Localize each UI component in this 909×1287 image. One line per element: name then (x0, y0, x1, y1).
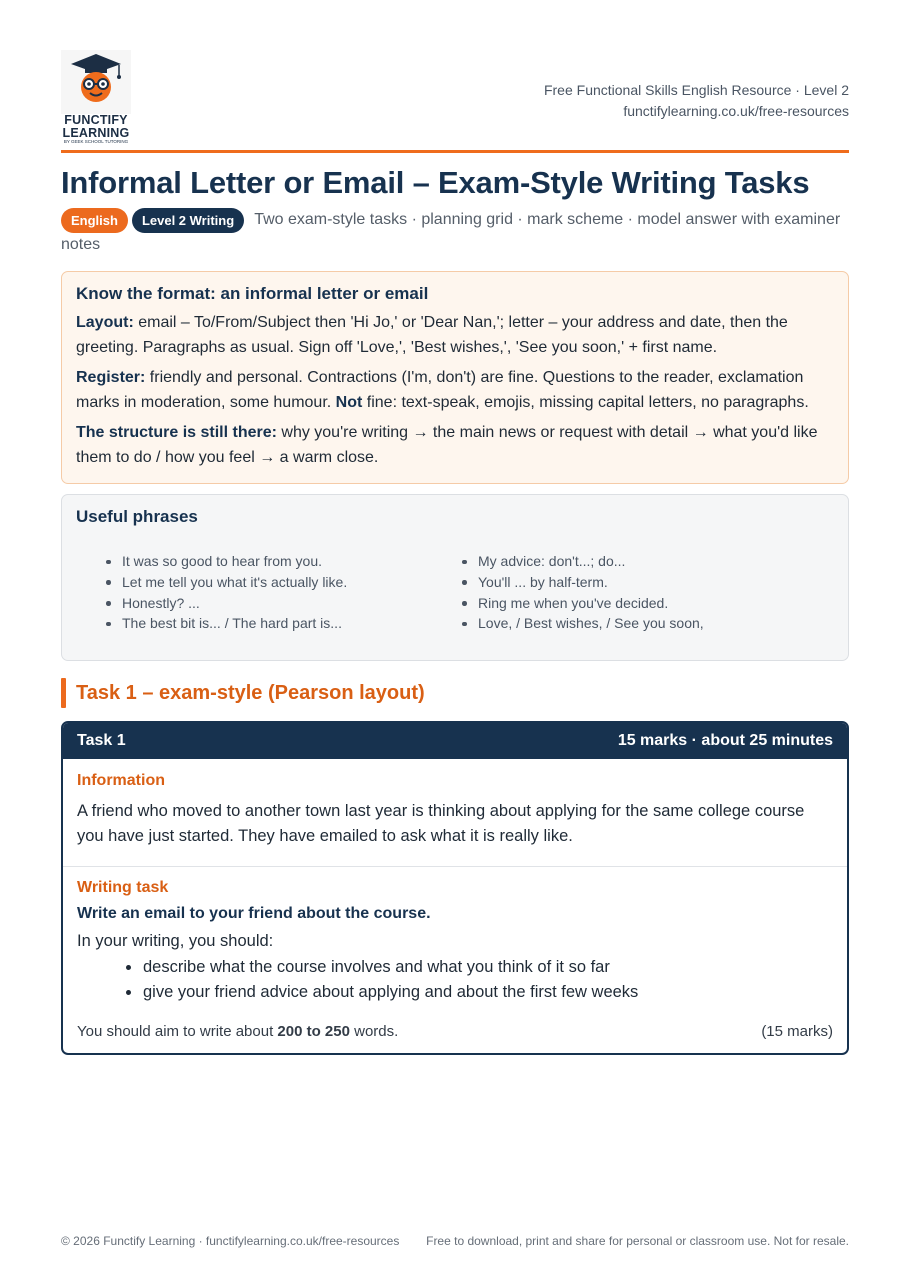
register-text-1: friendly and personal. Contractions (I'm, don't) are fine. Questions to the reader, exclamation marks in moderation, some humour. (76, 369, 804, 411)
word-count-guidance (77, 1021, 398, 1043)
aim-prefix: You should aim to write about (77, 1023, 278, 1040)
format-panel (61, 271, 849, 484)
footer-copyright: © 2026 Functify Learning · functifylearning.co.uk/free-resources (61, 1234, 400, 1248)
task1-section-heading (61, 678, 849, 708)
task1-heading-text: Task 1 – exam-style (Pearson layout) (76, 681, 425, 704)
task1-card (61, 721, 849, 1055)
structure-label: The structure is still there: (76, 424, 277, 441)
list-item: My advice: don't...; do... (478, 551, 834, 572)
footer-licence: Free to download, print and share for personal or classroom use. Not for resale. (426, 1234, 849, 1248)
page-header (61, 50, 849, 154)
section-accent-bar (61, 678, 66, 708)
page-footer (61, 1234, 849, 1248)
writing-should: In your writing, you should: (77, 932, 274, 950)
resource-url: functifylearning.co.uk/free-resources (623, 103, 849, 119)
list-item: Honestly? ... (122, 593, 478, 614)
header-meta (544, 80, 849, 122)
logo-wordmark (61, 114, 131, 145)
task1-information (63, 759, 847, 867)
logo-line-3: BY GEEK SCHOOL TUTORING (63, 139, 129, 144)
register-text-2: fine: text-speak, emojis, missing capital letters, no paragraphs. (362, 393, 809, 411)
aim-range: 200 to 250 (277, 1023, 350, 1040)
phrases-right-list (478, 551, 834, 634)
task1-title: Task 1 (77, 732, 126, 749)
list-item: The best bit is... / The hard part is... (122, 613, 478, 634)
worksheet-page (61, 50, 849, 1055)
word-count-row (77, 1021, 833, 1043)
register-label: Register: (76, 369, 146, 386)
task1-marks-time: 15 marks · about 25 minutes (617, 732, 833, 749)
writing-task-label: Writing task (77, 879, 169, 896)
logo-line-1: FUNCTIFY (64, 113, 128, 127)
graduate-owl-icon (61, 50, 131, 114)
list-item: Love, / Best wishes, / See you soon, (478, 613, 834, 634)
list-item: Let me tell you what it's actually like. (122, 572, 478, 593)
information-label: Information (77, 772, 165, 789)
structure-text: why you're writing → the main news or request with detail → what you'd like them to do / how you feel → a warm close. (76, 424, 818, 466)
subject-tag: English (61, 208, 128, 233)
task1-marks: (15 marks) (761, 1023, 833, 1040)
phrases-left-list (122, 551, 478, 634)
writing-bullets (77, 955, 833, 1005)
layout-text: email – To/From/Subject then 'Hi Jo,' or 'Dear Nan,'; letter – your address and date, then the greeting. Paragraphs as usual. Sign off 'Love,', 'Best wishes,', 'See you soon,' + first name. (76, 314, 788, 356)
phrases-panel (61, 494, 849, 661)
list-item: Ring me when you've decided. (478, 593, 834, 614)
task1-writing-task (63, 867, 847, 1053)
aim-suffix: words. (349, 1023, 399, 1040)
writing-prompt: Write an email to your friend about the course. (77, 905, 431, 922)
list-item: It was so good to hear from you. (122, 551, 478, 572)
functify-logo (61, 50, 131, 148)
list-item: give your friend advice about applying and about the first few weeks (143, 980, 833, 1005)
list-item: describe what the course involves and what you think of it so far (143, 955, 833, 980)
register-paragraph (76, 366, 834, 415)
level-tag: Level 2 Writing (132, 208, 244, 233)
register-not: Not (335, 393, 363, 411)
task1-card-header (63, 723, 847, 759)
logo-line-2: LEARNING (62, 125, 130, 140)
layout-paragraph (76, 311, 834, 360)
phrases-heading: Useful phrases (76, 507, 198, 526)
information-text: A friend who moved to another town last year is thinking about applying for the same college course you have just started. They have emailed to ask what it is really like. (77, 802, 805, 845)
page-title: Informal Letter or Email – Exam-Style Writing Tasks (61, 165, 810, 200)
tag-line (61, 208, 849, 257)
format-heading: Know the format: an informal letter or email (76, 284, 429, 303)
layout-label: Layout: (76, 314, 134, 331)
phrases-columns (76, 551, 834, 634)
structure-paragraph (76, 421, 834, 470)
header-divider (61, 150, 849, 153)
resource-label: Free Functional Skills English Resource · Level 2 (543, 82, 849, 98)
resource-description: Two exam-style tasks · planning grid · mark scheme · model answer with examiner notes (61, 211, 841, 253)
list-item: You'll ... by half-term. (478, 572, 834, 593)
